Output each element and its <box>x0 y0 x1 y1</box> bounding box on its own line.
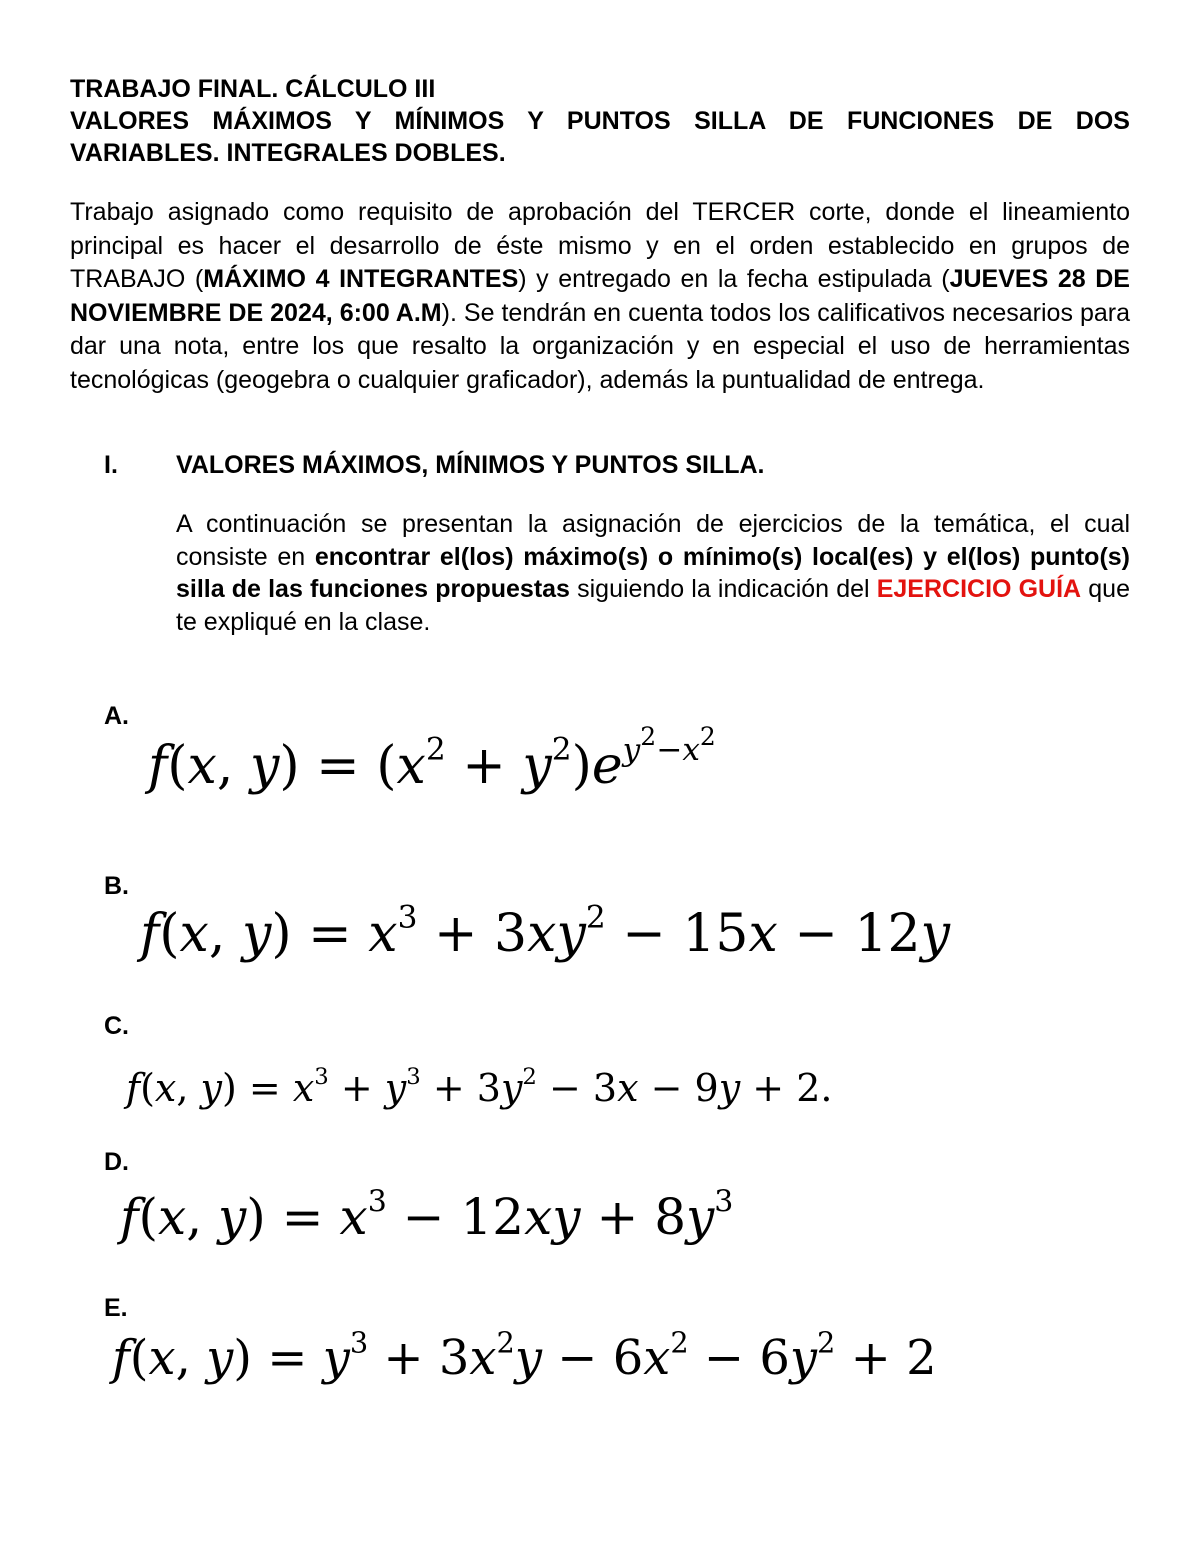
guide-exercise-highlight: EJERCICIO GUÍA <box>876 575 1082 603</box>
formula-c: f(x, $y) = x^3 + y^3 + 3y^2 - 3x - 9y + 2$. <box>126 1063 833 1110</box>
exercise-label-c: C. <box>104 1012 129 1040</box>
instructions-text-2: siguiendo la indicación del <box>569 575 877 603</box>
section-heading <box>104 448 1134 482</box>
intro-paragraph <box>70 196 1130 397</box>
section-instructions <box>176 508 1130 638</box>
document-title: TRABAJO FINAL. CÁLCULO III <box>70 75 436 103</box>
instructions-bold: encontrar el(los) máximo(s) o mínimo(s) local(es) y el(los) punto(s) silla de las funciones propuestas <box>176 542 1130 603</box>
formula-a: f(x, $y) = (x^2 + y^2)e^{y^2-x^2}$ <box>148 721 716 796</box>
intro-bold-members: MÁXIMO 4 INTEGRANTES <box>203 265 519 293</box>
instructions-text-1: A continuación se presentan la asignación de ejercicios de la temática, el cual consiste en <box>176 510 1130 571</box>
intro-bold-deadline: JUEVES 28 DE NOVIEMBRE DE 2024, 6:00 A.M <box>70 265 1130 327</box>
intro-text-1: Trabajo asignado como requisito de aprobación del TERCER corte, donde el lineamiento principal es hacer el desarrollo de éste mismo y en el orden establecido en grupos de TRABAJO ( <box>70 198 1130 293</box>
document-subtitle-line2: VARIABLES. INTEGRALES DOBLES. <box>70 139 506 167</box>
exercise-label-d: D. <box>104 1148 129 1176</box>
formula-b: f(x, $y) = x^3 + 3xy^2 - 15x - 12y$ <box>140 899 950 964</box>
section-number: I. <box>104 451 118 479</box>
document-subtitle-line1: VALORES MÁXIMOS Y MÍNIMOS Y PUNTOS SILLA DE FUNCIONES DE DOS <box>70 107 1130 135</box>
intro-text-3: ). Se tendrán en cuenta todos los calificativos necesarios para dar una nota, entre los que resalto la organización y en especial el uso de herramientas tecnológicas (geogebra o cualquier graficador), además la puntualidad de entrega. <box>70 298 1130 394</box>
exercise-label-b: B. <box>104 872 129 900</box>
exercise-label-a: A. <box>104 702 129 730</box>
instructions-text-3: que te expliqué en la clase. <box>176 575 1130 636</box>
intro-text-2: ) y entregado en la fecha estipulada ( <box>518 265 950 293</box>
exercise-label-e: E. <box>104 1294 128 1322</box>
formula-e: f(x, $y) = y^3 + 3x^2y - 6x^2 - 6y^2 + 2$ <box>112 1325 937 1386</box>
section-title: VALORES MÁXIMOS, MÍNIMOS Y PUNTOS SILLA. <box>176 451 765 479</box>
formula-d: f(x, $y) = x^3 - 12xy + 8y^3$ <box>120 1184 734 1246</box>
